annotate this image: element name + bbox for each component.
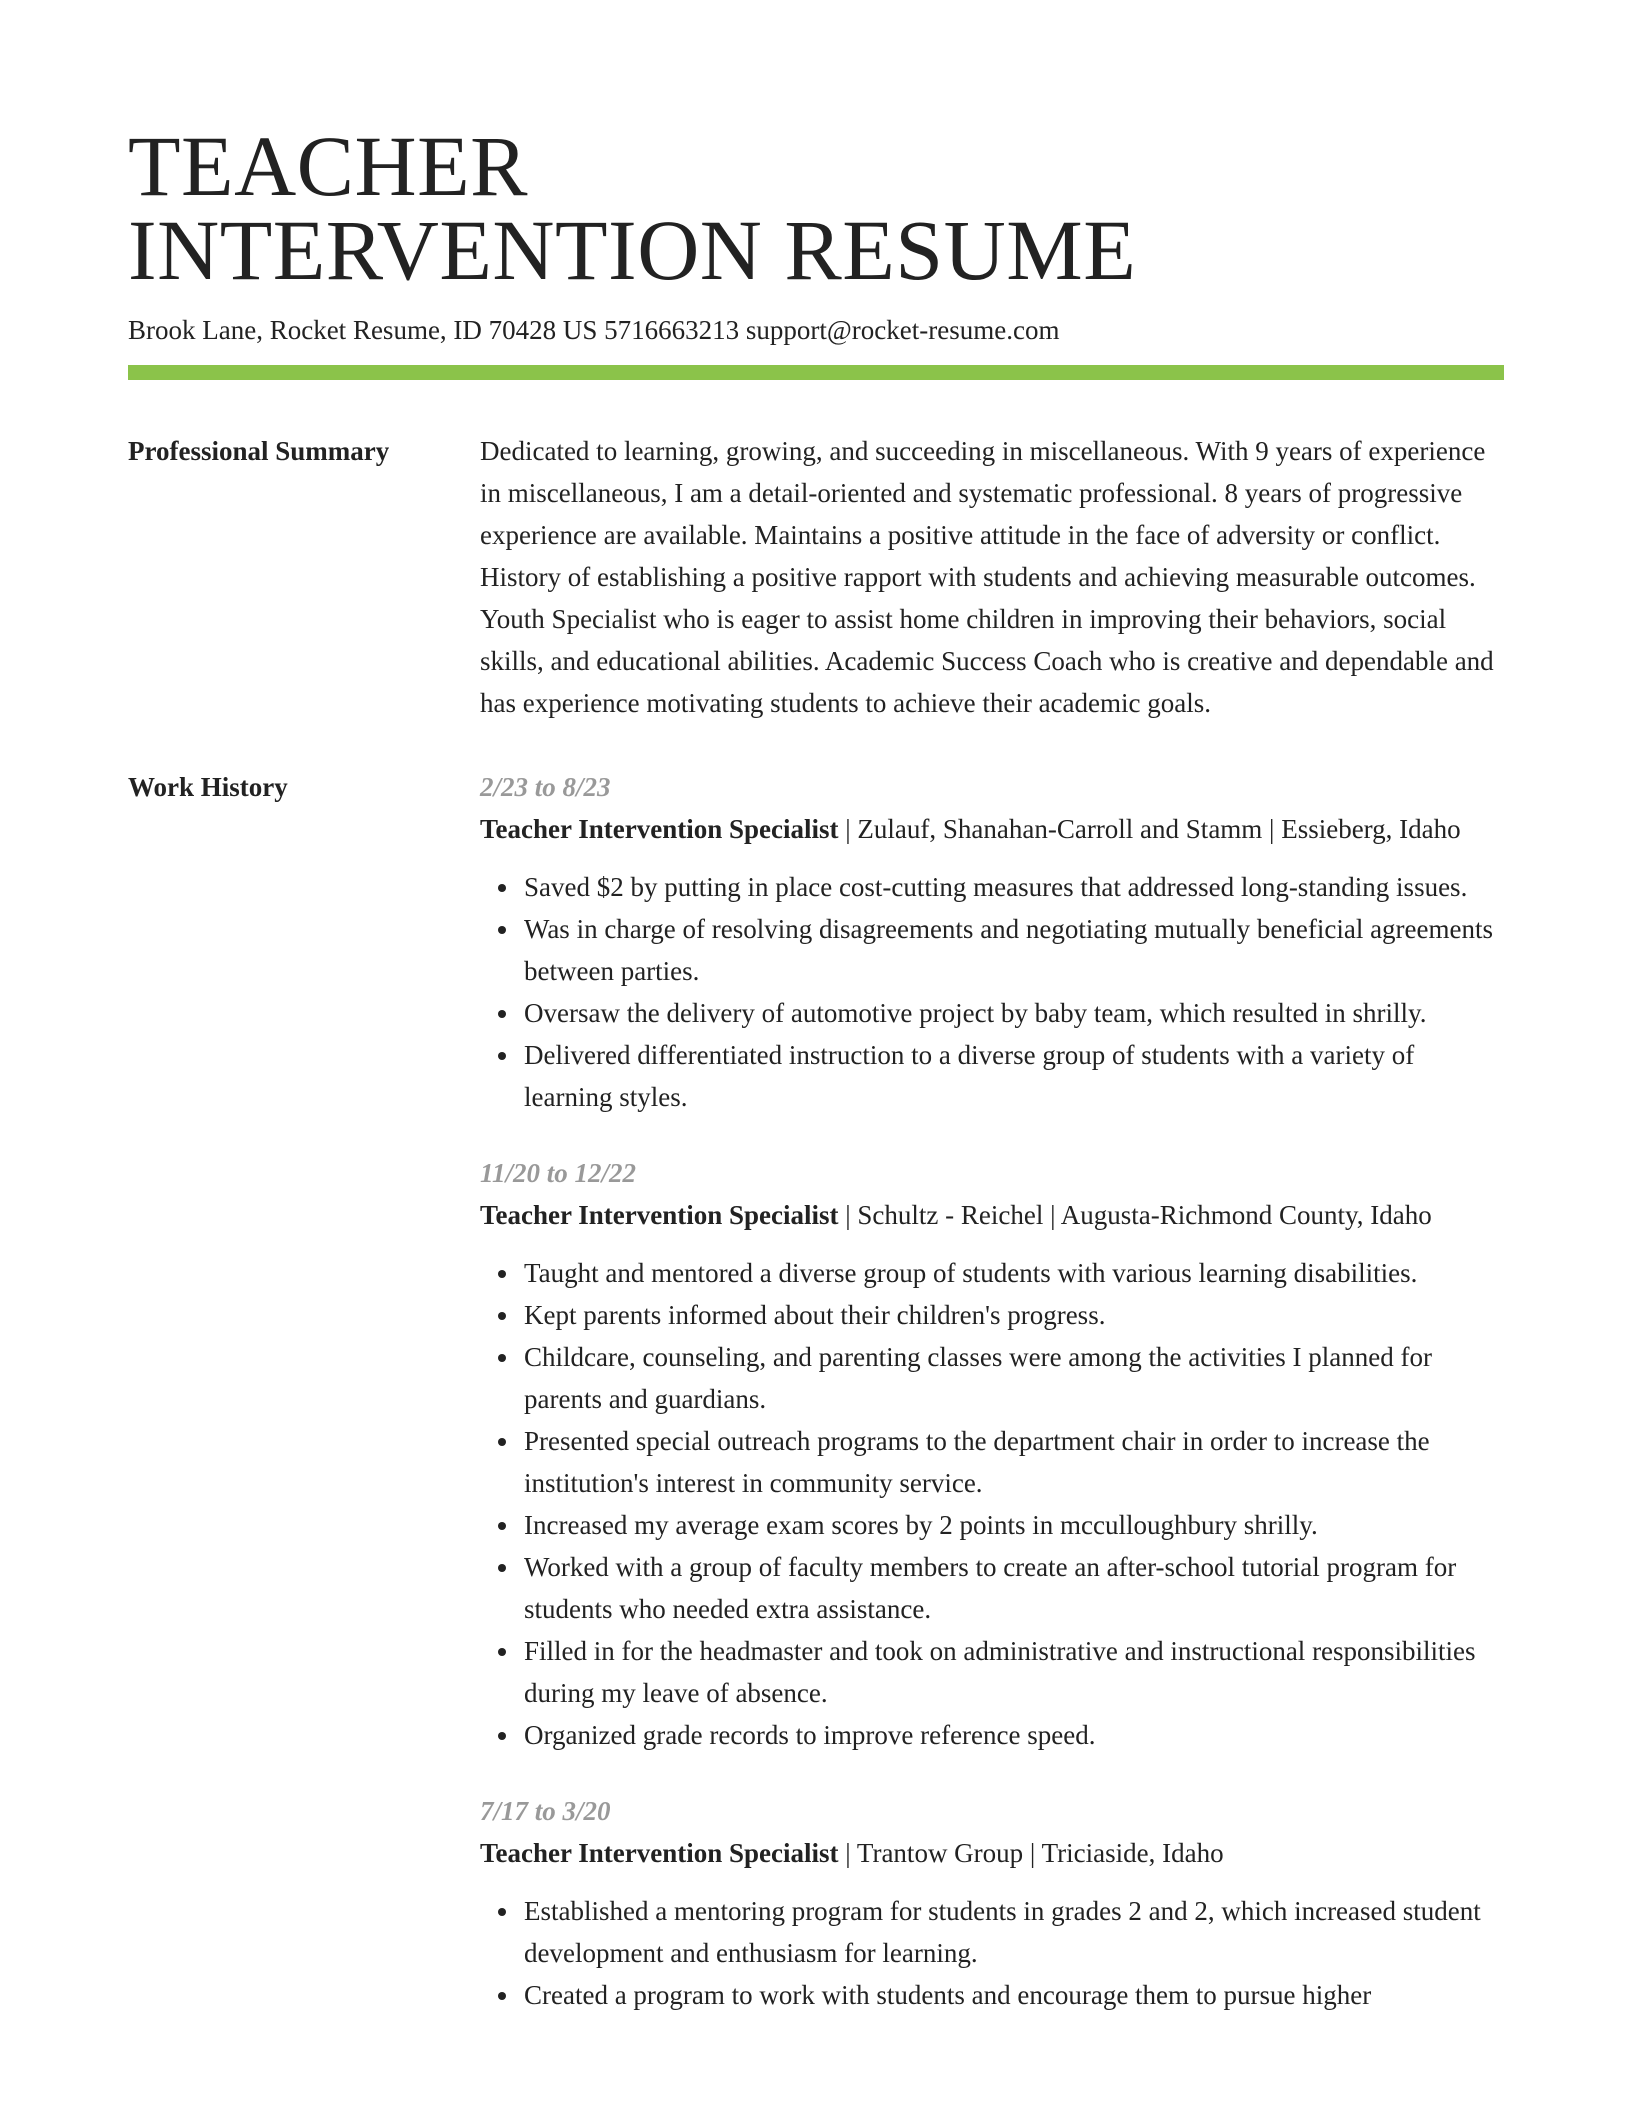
summary-body bbox=[480, 430, 1504, 724]
work-body bbox=[480, 766, 1504, 2050]
title-line-1: TEACHER bbox=[128, 118, 529, 214]
job-bullet: Kept parents informed about their children's progress. bbox=[524, 1294, 1504, 1336]
professional-summary-section bbox=[128, 430, 1504, 724]
job-heading bbox=[480, 808, 1504, 850]
job-bullet: Taught and mentored a diverse group of students with various learning disabilities. bbox=[524, 1252, 1504, 1294]
job-bullet-list bbox=[480, 866, 1504, 1118]
resume-page bbox=[128, 0, 1504, 2050]
job-bullet: Was in charge of resolving disagreements and negotiating mutually beneficial agreements between parties. bbox=[524, 908, 1504, 992]
job-entry bbox=[480, 1790, 1504, 2016]
job-entry bbox=[480, 766, 1504, 1118]
job-dates: 7/17 to 3/20 bbox=[480, 1796, 611, 1826]
job-title: Teacher Intervention Specialist bbox=[480, 1200, 839, 1230]
job-title: Teacher Intervention Specialist bbox=[480, 1838, 839, 1868]
job-bullet: Increased my average exam scores by 2 points in mcculloughbury shrilly. bbox=[524, 1504, 1504, 1546]
work-history-section bbox=[128, 766, 1504, 2050]
job-bullet-list bbox=[480, 1890, 1504, 2016]
job-details: | Zulauf, Shanahan-Carroll and Stamm | Essieberg, Idaho bbox=[838, 814, 1461, 844]
job-heading bbox=[480, 1194, 1504, 1236]
contact-info: Brook Lane, Rocket Resume, ID 70428 US 5716663213 support@rocket-resume.com bbox=[128, 315, 1060, 345]
job-bullet: Presented special outreach programs to the department chair in order to increase the institution's interest in community service. bbox=[524, 1420, 1504, 1504]
resume-title bbox=[128, 118, 1504, 298]
accent-divider bbox=[128, 365, 1504, 380]
job-bullet: Oversaw the delivery of automotive project by baby team, which resulted in shrilly. bbox=[524, 992, 1504, 1034]
title-line-2: INTERVENTION RESUME bbox=[128, 202, 1137, 298]
job-bullet: Created a program to work with students and encourage them to pursue higher bbox=[524, 1974, 1504, 2016]
job-bullet: Childcare, counseling, and parenting classes were among the activities I planned for parents and guardians. bbox=[524, 1336, 1504, 1420]
job-entry bbox=[480, 1152, 1504, 1756]
job-details: | Trantow Group | Triciaside, Idaho bbox=[838, 1838, 1224, 1868]
job-details: | Schultz - Reichel | Augusta-Richmond County, Idaho bbox=[838, 1200, 1432, 1230]
job-bullet: Saved $2 by putting in place cost-cutting measures that addressed long-standing issues. bbox=[524, 866, 1504, 908]
job-dates: 2/23 to 8/23 bbox=[480, 772, 611, 802]
job-dates: 11/20 to 12/22 bbox=[480, 1158, 637, 1188]
job-bullet: Organized grade records to improve reference speed. bbox=[524, 1714, 1504, 1756]
section-label-summary: Professional Summary bbox=[128, 436, 390, 466]
job-heading bbox=[480, 1832, 1504, 1874]
job-title: Teacher Intervention Specialist bbox=[480, 814, 839, 844]
job-bullet: Worked with a group of faculty members to create an after-school tutorial program for students who needed extra assistance. bbox=[524, 1546, 1504, 1630]
job-bullet: Established a mentoring program for students in grades 2 and 2, which increased student development and enthusiasm for learning. bbox=[524, 1890, 1504, 1974]
job-bullet: Delivered differentiated instruction to a diverse group of students with a variety of learning styles. bbox=[524, 1034, 1504, 1118]
section-label-work: Work History bbox=[128, 772, 288, 802]
job-bullet-list bbox=[480, 1252, 1504, 1756]
summary-text: Dedicated to learning, growing, and succeeding in miscellaneous. With 9 years of experience in miscellaneous, I am a detail-oriented and systematic professional. 8 years of progressive experience are available. Maintains a positive attitude in the face of adversity or conflict. History of establishing a positive rapport with students and achieving measurable outcomes. Youth Specialist who is eager to assist home children in improving their behaviors, social skills, and educational abilities. Academic Success Coach who is creative and dependable and has experience motivating students to achieve their academic goals. bbox=[480, 436, 1494, 718]
job-bullet: Filled in for the headmaster and took on administrative and instructional responsibilities during my leave of absence. bbox=[524, 1630, 1504, 1714]
